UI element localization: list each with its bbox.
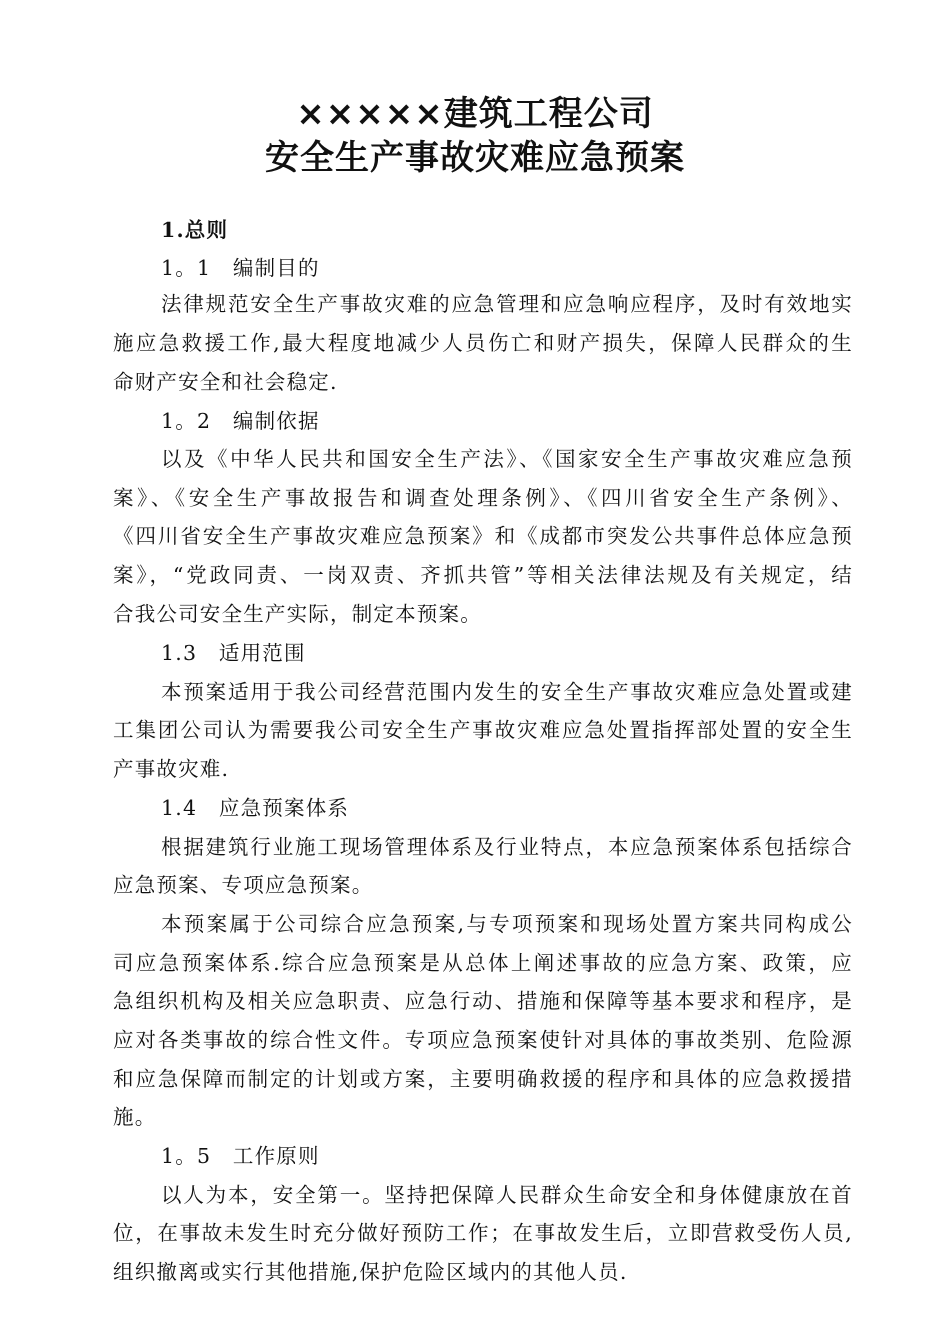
paragraph-line: 位，在事故未发生时充分做好预防工作；在事故发生后，立即营救受伤人员, <box>113 1221 853 1245</box>
paragraph-line: 应对各类事故的综合性文件。专项应急预案使针对具体的事故类别、危险源 <box>113 1028 853 1052</box>
paragraph-line: 合我公司安全生产实际，制定本预案。 <box>113 602 482 626</box>
paragraph-line: 案》、《安全生产事故报告和调查处理条例》、《四川省安全生产条例》、 <box>113 486 853 510</box>
section-1-3-heading: 1.3 适用范围 <box>161 641 306 665</box>
paragraph-line: 工集团公司认为需要我公司安全生产事故灾难应急处置指挥部处置的安全生 <box>113 718 853 742</box>
section-1-2-heading: 1。2 编制依据 <box>161 409 320 433</box>
paragraph-line: 本预案适用于我公司经营范围内发生的安全生产事故灾难应急处置或建 <box>161 680 853 704</box>
paragraph-line: 法律规范安全生产事故灾难的应急管理和应急响应程序，及时有效地实 <box>161 292 853 316</box>
paragraph-line: 产事故灾难. <box>113 757 230 781</box>
paragraph-line: 以人为本，安全第一。坚持把保障人民群众生命安全和身体健康放在首 <box>161 1183 853 1207</box>
paragraph-line: 组织撤离或实行其他措施,保护危险区域内的其他人员. <box>113 1260 628 1284</box>
paragraph-line: 施。 <box>113 1105 157 1129</box>
paragraph-line: 根据建筑行业施工现场管理体系及行业特点，本应急预案体系包括综合 <box>161 835 853 859</box>
section-1-heading: 1.总则 <box>161 218 229 242</box>
paragraph-line: 以及《中华人民共和国安全生产法》、《国家安全生产事故灾难应急预 <box>161 447 853 471</box>
document-title-line-1: ×××××建筑工程公司 <box>296 94 654 134</box>
paragraph-line: 和应急保障而制定的计划或方案，主要明确救援的程序和具体的应急救援措 <box>113 1067 853 1091</box>
paragraph-line: 应急预案、专项应急预案。 <box>113 873 374 897</box>
paragraph-line: 命财产安全和社会稳定. <box>113 370 338 394</box>
paragraph-line: 案》，“党政同责、一岗双责、齐抓共管”等相关法律法规及有关规定，结 <box>113 563 853 587</box>
section-1-5-heading: 1。5 工作原则 <box>161 1144 320 1168</box>
section-1-1-heading: 1。1 编制目的 <box>161 256 320 280</box>
paragraph-line: 本预案属于公司综合应急预案,与专项预案和现场处置方案共同构成公 <box>161 912 853 936</box>
paragraph-line: 急组织机构及相关应急职责、应急行动、措施和保障等基本要求和程序，是 <box>113 989 853 1013</box>
paragraph-line: 施应急救援工作,最大程度地减少人员伤亡和财产损失，保障人民群众的生 <box>113 331 853 355</box>
paragraph-line: 《四川省安全生产事故灾难应急预案》和《成都市突发公共事件总体应急预 <box>113 524 853 548</box>
document-title-line-2: 安全生产事故灾难应急预案 <box>265 138 685 178</box>
paragraph-line: 司应急预案体系.综合应急预案是从总体上阐述事故的应急方案、政策，应 <box>113 951 853 975</box>
section-1-4-heading: 1.4 应急预案体系 <box>161 796 350 820</box>
